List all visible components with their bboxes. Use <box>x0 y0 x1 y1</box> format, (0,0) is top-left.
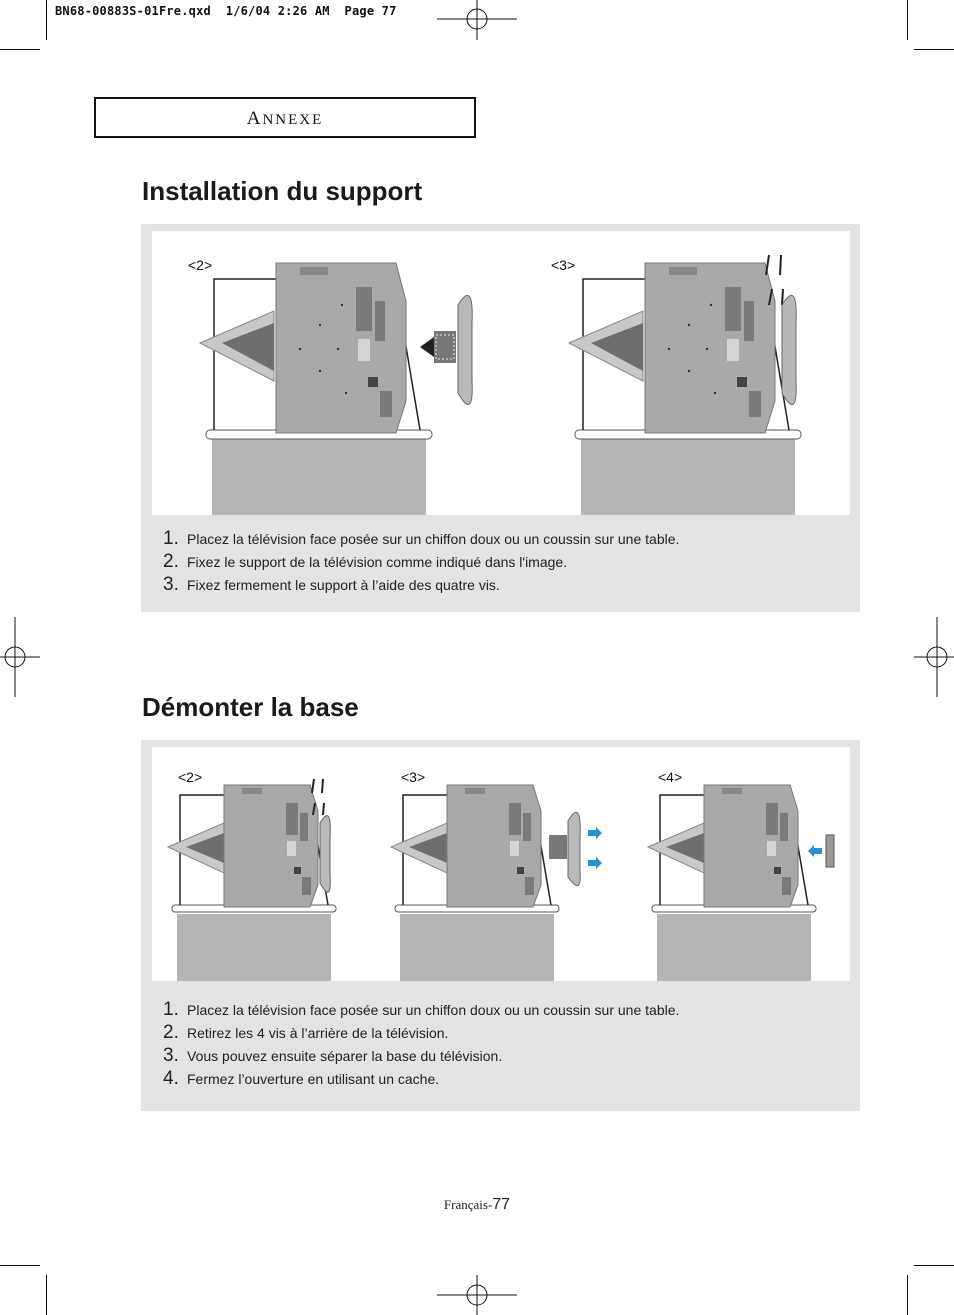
stand-bracket <box>320 816 330 893</box>
arrow-right-icon <box>588 827 602 839</box>
crop-mark <box>914 1265 954 1266</box>
tv-back-figure <box>200 263 432 515</box>
crop-mark <box>46 1275 47 1315</box>
arrow-right-icon <box>588 857 602 869</box>
tv-back-figure <box>391 785 559 981</box>
section-header-box <box>94 97 476 138</box>
stand-bracket <box>549 812 580 885</box>
registration-mark-top <box>437 0 517 40</box>
section-header-rest: NNEXE <box>262 112 324 128</box>
step-text: Placez la télévision face posée sur un chiffon doux ou un coussin sur une table. <box>187 531 680 547</box>
page-number: 77 <box>492 1196 511 1213</box>
stand-bracket <box>420 295 472 404</box>
install-illustration <box>152 231 850 515</box>
install-panel <box>141 224 860 612</box>
list-item <box>163 551 679 574</box>
step-number: 1. <box>163 999 179 1020</box>
cover-plate <box>826 835 834 867</box>
print-slug-line: BN68-00883S-01Fre.qxd 1/6/04 2:26 AM Page 77 <box>55 4 397 18</box>
install-figures <box>152 231 850 515</box>
remove-figure-label-3: <3> <box>401 769 426 785</box>
remove-steps <box>163 999 679 1091</box>
remove-title: Démonter la base <box>142 692 359 722</box>
section-header-label <box>96 108 474 130</box>
step-text: Fermez l’ouverture en utilisant un cache. <box>187 1071 440 1087</box>
step-number: 1. <box>163 528 179 549</box>
remove-figure-label-2: <2> <box>178 769 203 785</box>
list-item <box>163 574 679 597</box>
step-text: Fixez fermement le support à l’aide des quatre vis. <box>187 577 500 593</box>
step-text: Placez la télévision face posée sur un chiffon doux ou un coussin sur une table. <box>187 1002 680 1018</box>
step-text: Fixez le support de la télévision comme indiqué dans l'image. <box>187 554 568 570</box>
section-header-cap: A <box>246 108 263 129</box>
arrow-left-icon <box>420 337 434 357</box>
install-figure-label-2: <2> <box>188 257 213 273</box>
step-number: 3. <box>163 1045 179 1066</box>
crop-mark <box>907 0 908 40</box>
remove-figure-label-4: <4> <box>658 769 683 785</box>
remove-illustration <box>152 747 850 981</box>
crop-mark <box>0 49 40 50</box>
footer-language: Français- <box>443 1197 493 1212</box>
remove-panel <box>141 740 860 1111</box>
crop-mark <box>914 49 954 50</box>
list-item <box>163 999 679 1022</box>
tv-back-figure <box>168 785 336 981</box>
step-number: 2. <box>163 551 179 572</box>
step-text: Retirez les 4 vis à l’arrière de la télévision. <box>187 1025 449 1041</box>
tv-back-figure <box>648 785 816 981</box>
install-title: Installation du support <box>142 176 423 206</box>
arrow-left-icon <box>808 845 822 857</box>
tv-back-figure <box>569 263 801 515</box>
step-number: 4. <box>163 1068 179 1089</box>
list-item <box>163 1068 679 1091</box>
step-text: Vous pouvez ensuite séparer la base du télévision. <box>187 1048 503 1064</box>
step-number: 2. <box>163 1022 179 1043</box>
registration-mark-right <box>914 617 954 697</box>
list-item <box>163 528 679 551</box>
remove-figures <box>152 747 850 981</box>
registration-mark-bottom <box>437 1275 517 1315</box>
stand-bracket <box>782 295 796 404</box>
list-item <box>163 1022 679 1045</box>
registration-mark-left <box>0 617 40 697</box>
step-number: 3. <box>163 574 179 595</box>
crop-mark <box>46 0 47 40</box>
crop-mark <box>0 1265 40 1266</box>
install-figure-label-3: <3> <box>551 257 576 273</box>
install-steps <box>163 528 679 597</box>
list-item <box>163 1045 679 1068</box>
crop-mark <box>907 1275 908 1315</box>
page-footer <box>0 1196 954 1214</box>
